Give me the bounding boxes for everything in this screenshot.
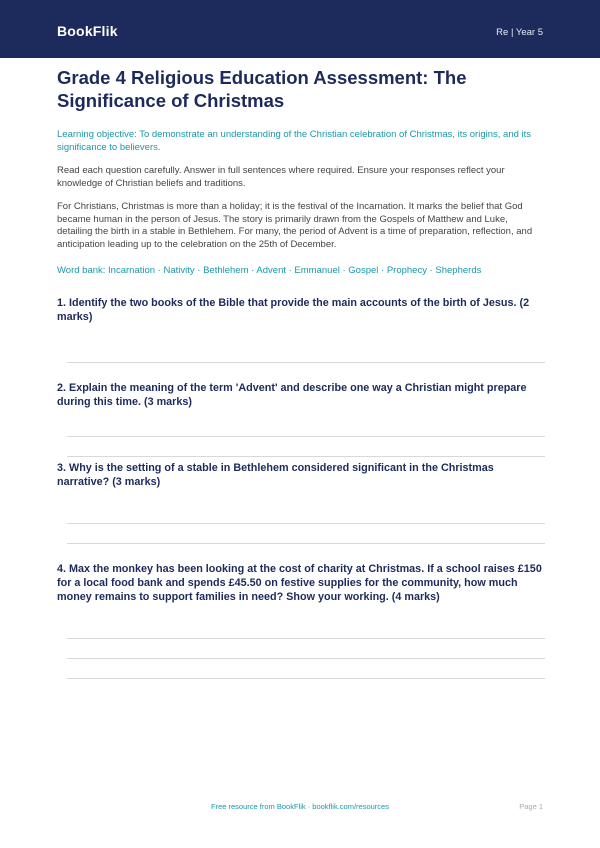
page-footer [0, 802, 600, 816]
page-number: Page 1 [519, 802, 543, 811]
subject-year-label: Re | Year 5 [496, 27, 543, 38]
question-4: 4. Max the monkey has been looking at the cost of charity at Christmas. If a school raises £150 for a local food bank and spends £45.50 on festive supplies for the community, how much money remains to support families in need? Show your working. (4 marks) [57, 562, 542, 603]
answer-line[interactable] [67, 362, 545, 363]
instructions-text: Read each question carefully. Answer in full sentences where required. Ensure your responses reflect your knowledge of Christian beliefs and traditions. [57, 165, 505, 189]
footer-resource-link[interactable]: Free resource from BookFlik · bookflik.com/resources [211, 802, 389, 811]
question-1: 1. Identify the two books of the Bible that provide the main accounts of the birth of Jesus. (2 marks) [57, 296, 530, 323]
question-3: 3. Why is the setting of a stable in Bethlehem considered significant in the Christmas narrative? (3 marks) [57, 461, 494, 488]
answer-line[interactable] [67, 638, 545, 639]
intro-paragraph: For Christians, Christmas is more than a holiday; it is the festival of the Incarnation. It marks the belief that God became human in the person of Jesus. The story is primarily drawn from the Gospels of Matthew and Luke, detailing the birth in a stable in Bethlehem. For many, the period of Advent is a time of preparation, reflection, and anticipation leading up to the celebration on the 25th of December. [57, 201, 533, 250]
question-2: 2. Explain the meaning of the term 'Advent' and describe one way a Christian might prepare during this time. (3 marks) [57, 381, 527, 408]
answer-line[interactable] [67, 543, 545, 544]
answer-line[interactable] [67, 678, 545, 679]
page-title: Grade 4 Religious Education Assessment: The Significance of Christmas [57, 67, 467, 111]
word-bank: Word bank: Incarnation · Nativity · Bethlehem · Advent · Emmanuel · Gospel · Prophecy · Shepherds [57, 265, 482, 276]
worksheet-body [57, 66, 545, 679]
page-header [0, 0, 600, 58]
answer-line[interactable] [67, 658, 545, 659]
answer-line[interactable] [67, 523, 545, 524]
brand-logo-text: BookFlik [57, 23, 118, 39]
answer-line[interactable] [67, 436, 545, 437]
learning-objective: Learning objective: To demonstrate an understanding of the Christian celebration of Christmas, its origins, and its significance to believers. [57, 129, 532, 153]
answer-line[interactable] [67, 456, 545, 457]
